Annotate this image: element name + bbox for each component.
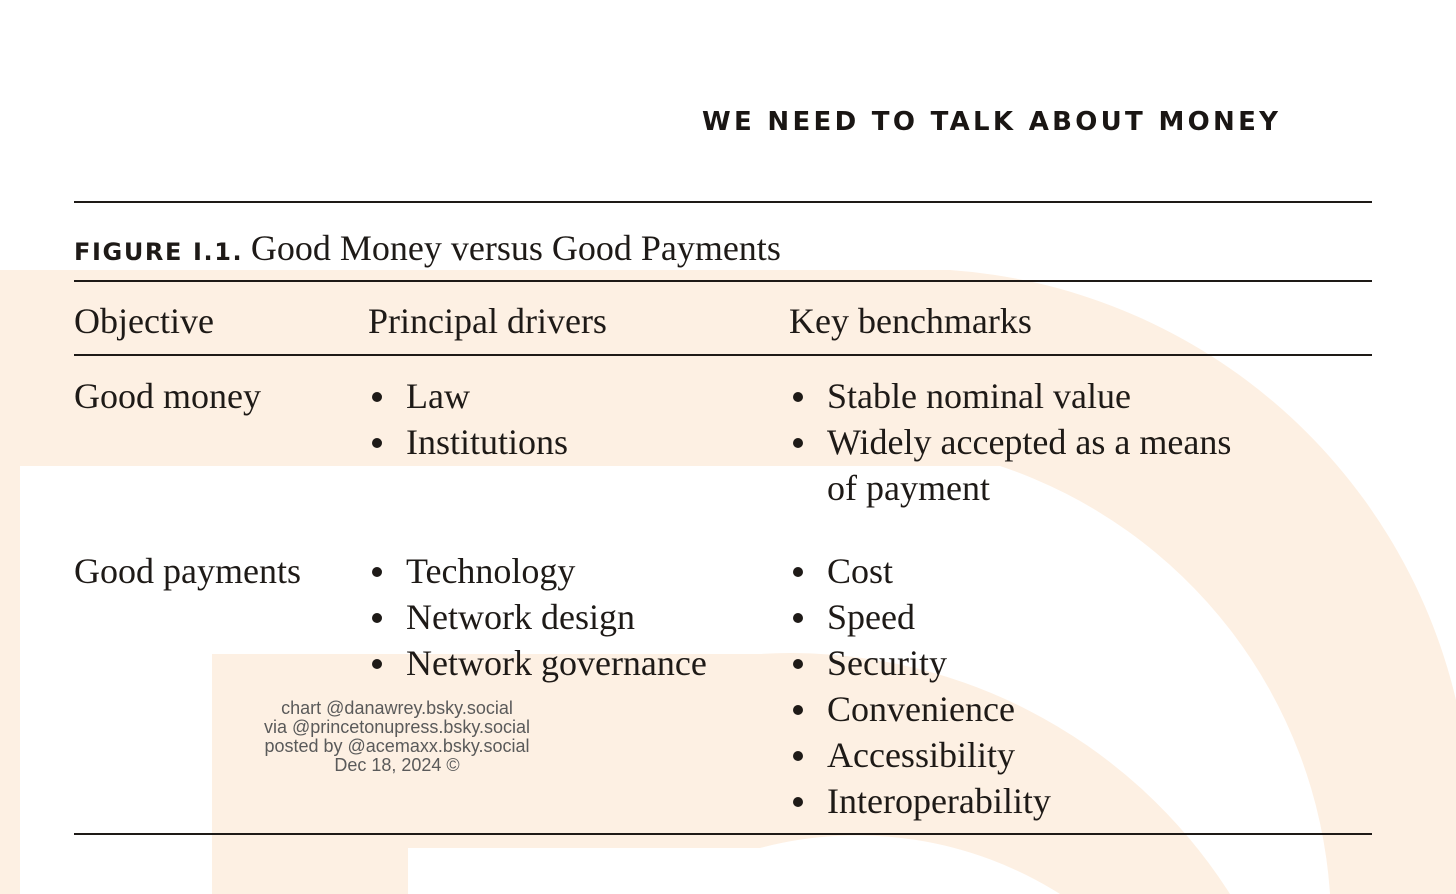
top-rule (74, 201, 1372, 203)
list-item: Law (368, 373, 568, 419)
row-good-payments-benchmarks (789, 548, 1051, 824)
figure-title (74, 226, 781, 274)
row-good-payments-objective: Good payments (74, 551, 301, 591)
credit-watermark (222, 699, 572, 775)
bottom-rule (74, 833, 1372, 835)
list-item: Security (789, 640, 1051, 686)
credit-line-chart: chart @danawrey.bsky.social (281, 698, 513, 718)
list-item: Convenience (789, 686, 1051, 732)
header-objective: Objective (74, 301, 214, 341)
list-item: Widely accepted as a means of payment (789, 419, 1257, 511)
row-good-money-benchmarks (789, 373, 1257, 511)
list-item: Speed (789, 594, 1051, 640)
list-item: Network design (368, 594, 707, 640)
credit-line-date: Dec 18, 2024 © (334, 755, 460, 775)
header-principal-drivers: Principal drivers (368, 301, 607, 341)
list-item: Accessibility (789, 732, 1051, 778)
list-item: Network governance (368, 640, 707, 686)
list-item: Technology (368, 548, 707, 594)
list-item: Interoperability (789, 778, 1051, 824)
credit-line-via: via @princetonupress.bsky.social (263, 717, 531, 737)
title-rule (74, 280, 1372, 282)
list-item: Cost (789, 548, 1051, 594)
figure-title-text: Good Money versus Good Payments (250, 228, 781, 268)
row-good-money-objective: Good money (74, 376, 261, 416)
running-head: WE NEED TO TALK ABOUT MONEY (702, 107, 1282, 137)
header-key-benchmarks: Key benchmarks (789, 301, 1032, 341)
credit-line-posted: posted by @acemaxx.bsky.social (264, 736, 530, 756)
row-good-payments-drivers (368, 548, 707, 686)
list-item: Stable nominal value (789, 373, 1257, 419)
header-rule (74, 354, 1372, 356)
list-item: Institutions (368, 419, 568, 465)
row-good-money-drivers (368, 373, 568, 465)
figure-number: FIGURE I.1. (74, 238, 244, 266)
